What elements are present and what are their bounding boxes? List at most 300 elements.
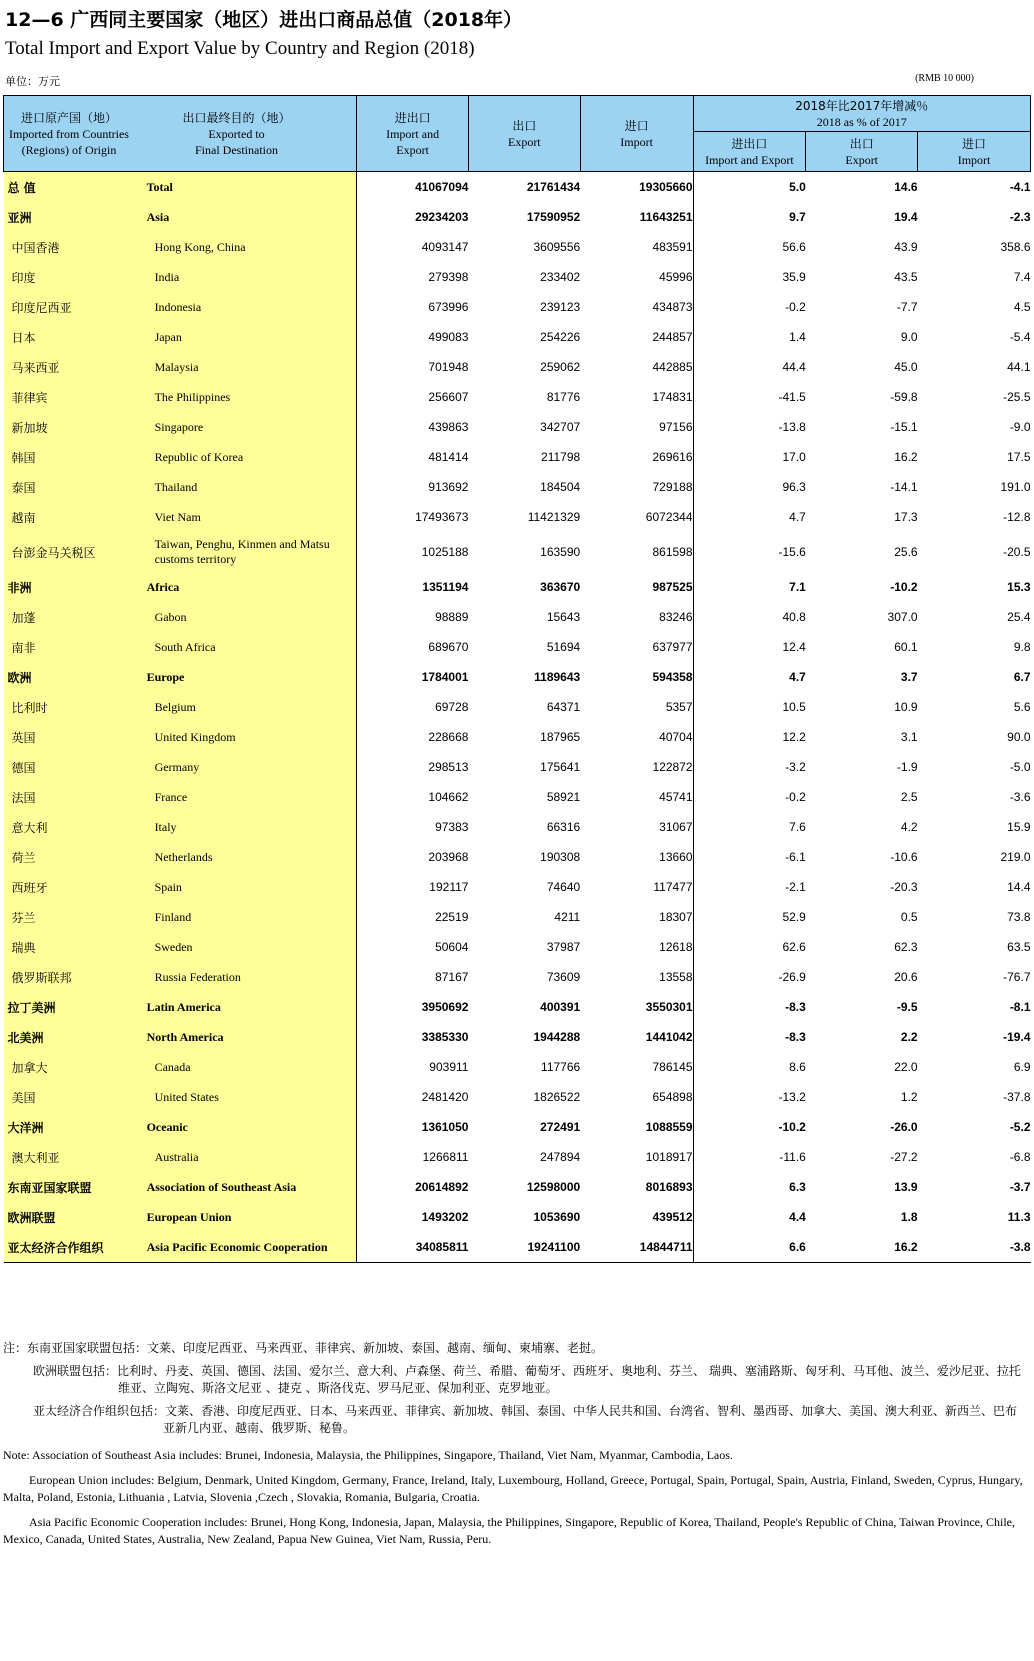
table-row [4,662,1031,692]
cell-export: 1189643 [534,670,581,684]
cell-growth-export: 2.2 [900,1030,918,1044]
cell-growth-import: 90.0 [1007,730,1031,744]
cell-growth-import-export: 17.0 [782,450,806,464]
cell-growth-import: 4.5 [1013,300,1031,314]
cell-growth-import: 15.3 [1007,580,1031,594]
cell-growth-export: 19.4 [894,210,918,224]
cell-growth-import-export: -10.2 [778,1120,806,1134]
cell-growth-import-export: 1.4 [789,330,806,344]
cell-export: 363670 [540,580,581,594]
cell-growth-export: 16.2 [806,1232,918,1263]
row-name-en: Latin America [141,992,357,1022]
cell-import: 40704 [580,722,693,752]
cell-import-export: 98889 [435,610,469,624]
cell-growth-import: 73.8 [1007,910,1031,924]
table-row [4,1022,1031,1052]
table-row [4,782,1031,812]
cell-growth-import: -5.4 [1009,330,1031,344]
row-name-en: Russia Federation [141,962,357,992]
cell-export: 247894 [540,1150,581,1164]
cell-import: 5357 [580,692,693,722]
cell-import-export: 2481420 [421,1090,469,1104]
cell-growth-import: -6.8 [1009,1150,1031,1164]
cell-growth-import: 63.5 [1007,940,1031,954]
cell-import-export: 20614892 [415,1180,469,1194]
unit-label-en: (RMB 10 000) [915,73,974,84]
table-row [4,602,1031,632]
cell-growth-import-export: -13.2 [778,1090,806,1104]
cell-growth-export: 9.0 [900,330,918,344]
cell-growth-export: 17.3 [894,510,918,524]
cell-export: 3609556 [533,240,581,254]
row-name-en: Asia [141,202,357,232]
cell-growth-import-export: 10.5 [782,700,806,714]
table-row [4,1232,1031,1263]
cell-import: 1088559 [580,1112,693,1142]
row-name-zh: 台澎金马关税区 [4,532,141,572]
cell-export: 37987 [546,940,581,954]
cell-growth-import-export: 7.1 [789,580,806,594]
table-row [4,962,1031,992]
cell-import: 14844711 [580,1232,693,1263]
cell-import-export: 279398 [428,270,469,284]
cell-growth-export: 0.5 [900,910,918,924]
cell-growth-import-export: 8.6 [789,1060,806,1074]
cell-growth-import: 7.4 [1013,270,1031,284]
cell-growth-import-export: -2.1 [785,880,806,894]
table-row [4,992,1031,1022]
table-row [4,1112,1031,1142]
cell-import-export: 3950692 [421,1000,469,1014]
cell-growth-export: 16.2 [894,450,918,464]
cell-export: 58921 [546,790,581,804]
row-name-zh: 芬兰 [4,902,141,932]
row-name-zh: 日本 [4,322,141,352]
row-name-zh: 拉丁美洲 [4,992,141,1022]
cell-import-export: 1493202 [421,1210,469,1224]
cell-growth-import-export: 44.4 [782,360,806,374]
header-ex-en: Export [507,134,541,149]
header-import [580,96,693,172]
row-name-zh: 意大利 [4,812,141,842]
header-g-ex-en: Export [845,152,879,167]
cell-growth-import-export: 9.7 [789,210,806,224]
cell-growth-export: -10.6 [890,850,918,864]
row-name-zh: 亚太经济合作组织 [4,1232,141,1263]
cell-export: 184504 [540,480,581,494]
cell-import-export: 29234203 [415,210,469,224]
notes-section [3,1340,1023,1548]
cell-growth-import-export: -8.3 [785,1030,806,1044]
cell-growth-import: 25.4 [1007,610,1031,624]
cell-export: 211798 [541,450,581,464]
row-name-en: Malaysia [141,352,357,382]
cell-growth-import-export: 52.9 [782,910,806,924]
cell-import-export: 22519 [435,910,469,924]
cell-growth-import: -37.8 [1003,1090,1031,1104]
cell-import: 12618 [580,932,693,962]
cell-growth-export: 20.6 [894,970,918,984]
cell-growth-import: -25.5 [1003,390,1031,404]
cell-growth-import-export: 40.8 [782,610,806,624]
header-g-im-en: Import [957,152,991,167]
row-name-zh: 英国 [4,722,141,752]
cell-import-export: 256607 [428,390,469,404]
table-row [4,262,1031,292]
row-name-zh: 菲律宾 [4,382,141,412]
row-name-zh: 马来西亚 [4,352,141,382]
cell-growth-export: 3.1 [900,730,918,744]
cell-growth-import-export: -41.5 [778,390,806,404]
row-name-en: Japan [141,322,357,352]
cell-import-export: 97383 [435,820,469,834]
cell-growth-import: -4.1 [1009,180,1031,194]
table-row [4,1142,1031,1172]
header-origin-en1: Imported from Countries [9,126,129,141]
cell-growth-export: 3.7 [900,670,918,684]
cell-import: 19305660 [580,172,693,203]
cell-growth-import: 191.0 [1000,480,1031,494]
row-name-zh: 俄罗斯联邦 [4,962,141,992]
note-zh-apec: 亚太经济合作组织包括：文莱、香港、印度尼西亚、日本、马来西亚、菲律宾、新加坡、韩国、泰国、中华人民共和国、台湾省、智利、墨西哥、加拿大、美国、澳大利亚、新西兰、巴布亚新几内亚、越南、俄罗斯、秘鲁。 [33,1404,1018,1435]
cell-export: 342707 [540,420,581,434]
table-row [4,572,1031,602]
cell-growth-import-export: 7.6 [789,820,806,834]
header-growth-im [918,132,1031,172]
cell-import: 434873 [580,292,693,322]
cell-growth-import-export: -0.2 [785,300,806,314]
cell-growth-import: 44.1 [1007,360,1031,374]
table-row [4,1172,1031,1202]
row-name-en: Viet Nam [141,502,357,532]
cell-import-export: 1266811 [422,1150,469,1164]
cell-import: 45741 [580,782,693,812]
cell-growth-export: 45.0 [894,360,918,374]
row-name-zh: 法国 [4,782,141,812]
row-name-en: Indonesia [141,292,357,322]
cell-import-export: 701948 [428,360,469,374]
trade-table [3,95,1031,1263]
row-name-en: South Africa [141,632,357,662]
cell-growth-import: 6.7 [1013,670,1031,684]
cell-export: 17590952 [526,210,581,224]
row-name-en: United States [141,1082,357,1112]
cell-import: 97156 [580,412,693,442]
table-row [4,1052,1031,1082]
header-ie-en2: Export [396,142,429,157]
cell-growth-export: -27.2 [890,1150,918,1164]
cell-import: 439512 [580,1202,693,1232]
cell-growth-import-export: 56.6 [782,240,806,254]
cell-growth-export: 2.5 [900,790,918,804]
cell-import: 13558 [580,962,693,992]
row-name-en: Hong Kong, China [141,232,357,262]
cell-growth-import: -8.1 [1009,1000,1031,1014]
row-name-zh: 加蓬 [4,602,141,632]
row-name-en: Belgium [141,692,357,722]
cell-import: 11643251 [580,202,693,232]
cell-import-export: 1025188 [421,545,469,559]
cell-import: 1018917 [580,1142,693,1172]
table-row [4,812,1031,842]
row-name-en: Spain [141,872,357,902]
cell-growth-import: -3.7 [1009,1180,1031,1194]
table-row [4,902,1031,932]
cell-growth-import-export: 62.6 [782,940,806,954]
cell-import-export: 689670 [428,640,469,654]
row-name-en: Europe [141,662,357,692]
cell-import: 117477 [580,872,693,902]
table-row [4,722,1031,752]
cell-growth-import: 17.5 [1007,450,1031,464]
row-name-zh: 美国 [4,1082,141,1112]
table-row [4,442,1031,472]
cell-growth-export: 25.6 [894,545,918,559]
cell-import: 637977 [580,632,693,662]
cell-export: 400391 [540,1000,581,1014]
table-row [4,292,1031,322]
cell-growth-import: -9.0 [1009,420,1031,434]
cell-import-export: 87167 [435,970,469,984]
cell-growth-import-export: 96.3 [782,480,806,494]
cell-growth-import-export: 12.4 [782,640,806,654]
note-zh-eu: 欧洲联盟包括：比利时、丹麦、英国、德国、法国、爱尔兰、意大利、卢森堡、荷兰、希腊、葡萄牙、西班牙、奥地利、芬兰、 瑞典、塞浦路斯、匈牙利、马耳他、波兰、爱沙尼亚、拉托维亚、立陶宛、斯洛文尼亚 、捷克 、斯洛伐克、罗马尼亚、保加利亚、克罗地亚。 [33,1364,1021,1395]
cell-import-export: 104662 [428,790,469,804]
cell-import-export: 34085811 [357,1232,469,1263]
row-name-en: Thailand [141,472,357,502]
row-name-en: India [141,262,357,292]
cell-import: 45996 [580,262,693,292]
cell-growth-import: 219.0 [1000,850,1031,864]
cell-growth-import-export: -11.6 [779,1150,806,1164]
note-en-asean: Note: Association of Southeast Asia includes: Brunei, Indonesia, Malaysia, the Philippines, Singapore, Thailand, Viet Nam, Myanmar, Cambodia, Laos. [3,1448,733,1462]
cell-import: 174831 [580,382,693,412]
cell-growth-import-export: 4.4 [789,1210,806,1224]
header-growth-en: 2018 as % of 2017 [816,114,907,129]
cell-import: 1441042 [580,1022,693,1052]
row-name-en: European Union [141,1202,357,1232]
table-row [4,692,1031,722]
cell-export: 163590 [540,545,581,559]
cell-growth-import-export: 4.7 [789,670,806,684]
header-g-ex-zh: 出口 [849,136,874,151]
cell-import: 83246 [580,602,693,632]
cell-import: 786145 [580,1052,693,1082]
cell-export: 175641 [540,760,581,774]
row-name-zh: 荷兰 [4,842,141,872]
header-origin-zh: 进口原产国（地） [20,110,117,125]
row-name-en: Sweden [141,932,357,962]
cell-import-export: 1351194 [422,580,469,594]
cell-growth-export: 62.3 [894,940,918,954]
cell-growth-import: -3.6 [1009,790,1031,804]
table-row [4,842,1031,872]
row-name-zh: 加拿大 [4,1052,141,1082]
cell-import-export: 1784001 [421,670,469,684]
row-name-zh: 印度尼西亚 [4,292,141,322]
cell-growth-export: -15.1 [890,420,918,434]
cell-import-export: 439863 [428,420,469,434]
header-origin-destination [4,96,357,172]
note-en-apec: Asia Pacific Economic Cooperation includes: Brunei, Hong Kong, Indonesia, Japan, Malaysia, the Philippines, Singapore, Republic of Korea, Thailand, People's Republic of China, Taiwan Province, Chile, Mexico, Canada, United States, Australia, New Zealand, Papua New Guinea, Viet Nam, Russia, Peru. [3,1515,1016,1546]
table-body [4,172,1031,1263]
table-row [4,202,1031,232]
table-row [4,382,1031,412]
table-row [4,932,1031,962]
cell-import: 442885 [580,352,693,382]
cell-export: 81776 [546,390,581,404]
cell-import: 6072344 [580,502,693,532]
cell-import: 31067 [580,812,693,842]
cell-growth-import-export: -13.8 [778,420,806,434]
row-name-zh: 欧洲联盟 [4,1202,141,1232]
cell-export: 1826522 [533,1090,581,1104]
cell-export: 12598000 [526,1180,581,1194]
table-row [4,1082,1031,1112]
cell-growth-import: -76.7 [1003,970,1031,984]
cell-export: 117766 [541,1060,581,1074]
row-name-en: Taiwan, Penghu, Kinmen and Matsu customs territory [141,532,357,572]
header-im-en: Import [620,134,653,149]
cell-import-export: 69728 [435,700,469,714]
row-name-zh: 比利时 [4,692,141,722]
cell-export: 254226 [540,330,581,344]
cell-growth-import-export: 5.0 [789,180,806,194]
cell-import: 18307 [580,902,693,932]
cell-import: 13660 [580,842,693,872]
cell-import: 244857 [580,322,693,352]
cell-growth-export: -10.2 [890,580,918,594]
cell-import-export: 298513 [428,760,469,774]
cell-import: 122872 [580,752,693,782]
cell-import: 594358 [580,662,693,692]
cell-import-export: 17493673 [415,510,469,524]
row-name-en: Asia Pacific Economic Cooperation [141,1232,357,1263]
table-row [4,502,1031,532]
cell-growth-export: -14.1 [890,480,918,494]
cell-import-export: 228668 [428,730,469,744]
row-name-en: Africa [141,572,357,602]
page-title-en: Total Import and Export Value by Country and Region (2018) [5,38,475,59]
cell-growth-export: 43.5 [894,270,918,284]
cell-growth-import: 14.4 [1007,880,1031,894]
header-g-im-zh: 进口 [962,136,987,151]
cell-import-export: 913692 [428,480,469,494]
cell-growth-import: -5.2 [1009,1120,1031,1134]
cell-growth-import-export: -8.3 [785,1000,806,1014]
cell-growth-import-export: 6.6 [693,1232,806,1263]
header-g-ie-zh: 进出口 [731,136,768,151]
cell-growth-export: 1.2 [900,1090,918,1104]
cell-import-export: 673996 [428,300,469,314]
row-name-zh: 总 值 [4,172,141,203]
cell-import-export: 903911 [429,1060,469,1074]
row-name-en: Singapore [141,412,357,442]
note-zh-asean: 注：东南亚国家联盟包括：文莱、印度尼西亚、马来西亚、菲律宾、新加坡、泰国、越南、缅甸、柬埔寨、老挝。 [3,1341,604,1355]
header-export [468,96,580,172]
table-row [4,872,1031,902]
row-name-zh: 越南 [4,502,141,532]
cell-growth-import: 15.9 [1007,820,1031,834]
row-name-en: Association of Southeast Asia [141,1172,357,1202]
row-name-en: United Kingdom [141,722,357,752]
cell-growth-import-export: 35.9 [782,270,806,284]
cell-export: 259062 [540,360,581,374]
cell-export: 272491 [540,1120,581,1134]
header-dest-en1: Exported to [208,126,265,141]
cell-growth-import: 5.6 [1013,700,1031,714]
cell-import-export: 4093147 [421,240,469,254]
row-name-en: Gabon [141,602,357,632]
cell-growth-import: -19.4 [1003,1030,1031,1044]
cell-growth-export: -7.7 [896,300,918,314]
row-name-en: Oceanic [141,1112,357,1142]
cell-import: 8016893 [580,1172,693,1202]
header-import-export [357,96,469,172]
row-name-zh: 澳大利亚 [4,1142,141,1172]
row-name-zh: 东南亚国家联盟 [4,1172,141,1202]
cell-growth-export: 60.1 [894,640,918,654]
cell-export: 21761434 [526,180,581,194]
cell-growth-import-export: -0.2 [785,790,806,804]
cell-export: 74640 [546,880,581,894]
cell-import: 729188 [580,472,693,502]
table-row [4,232,1031,262]
cell-growth-export: 22.0 [894,1060,918,1074]
cell-growth-import: 9.8 [1013,640,1031,654]
cell-growth-import-export: 4.7 [789,510,806,524]
table-row [4,532,1031,572]
cell-export: 239123 [540,300,581,314]
row-name-en: North America [141,1022,357,1052]
cell-growth-export: 10.9 [894,700,918,714]
cell-growth-import: -3.8 [918,1232,1031,1263]
header-ex-zh: 出口 [512,118,537,133]
header-origin-en2: (Regions) of Origin [21,142,117,157]
row-name-en: Australia [141,1142,357,1172]
row-name-en: Netherlands [141,842,357,872]
cell-import-export: 203968 [428,850,469,864]
cell-growth-import-export: 12.2 [782,730,806,744]
row-name-zh: 德国 [4,752,141,782]
cell-growth-export: 14.6 [894,180,918,194]
row-name-zh: 欧洲 [4,662,141,692]
cell-growth-export: 13.9 [894,1180,918,1194]
cell-export: 51694 [546,640,581,654]
table-row [4,1202,1031,1232]
unit-label-zh: 单位：万元 [5,75,60,88]
cell-import: 483591 [580,232,693,262]
cell-growth-export: 1.8 [900,1210,918,1224]
header-ie-zh: 进出口 [394,110,431,125]
cell-growth-import: -12.8 [1003,510,1031,524]
table-row [4,632,1031,662]
cell-growth-import: 358.6 [1000,240,1031,254]
cell-import-export: 41067094 [415,180,469,194]
cell-import-export: 499083 [428,330,469,344]
header-growth-ex [806,132,918,172]
row-name-en: Total [141,172,357,203]
cell-export: 1053690 [533,1210,581,1224]
row-name-en: Italy [141,812,357,842]
row-name-zh: 非洲 [4,572,141,602]
cell-import-export: 50604 [435,940,469,954]
cell-growth-export: -26.0 [890,1120,918,1134]
row-name-zh: 南非 [4,632,141,662]
header-g-ie-en: Import and Export [705,152,794,167]
table-row [4,352,1031,382]
cell-import: 269616 [580,442,693,472]
